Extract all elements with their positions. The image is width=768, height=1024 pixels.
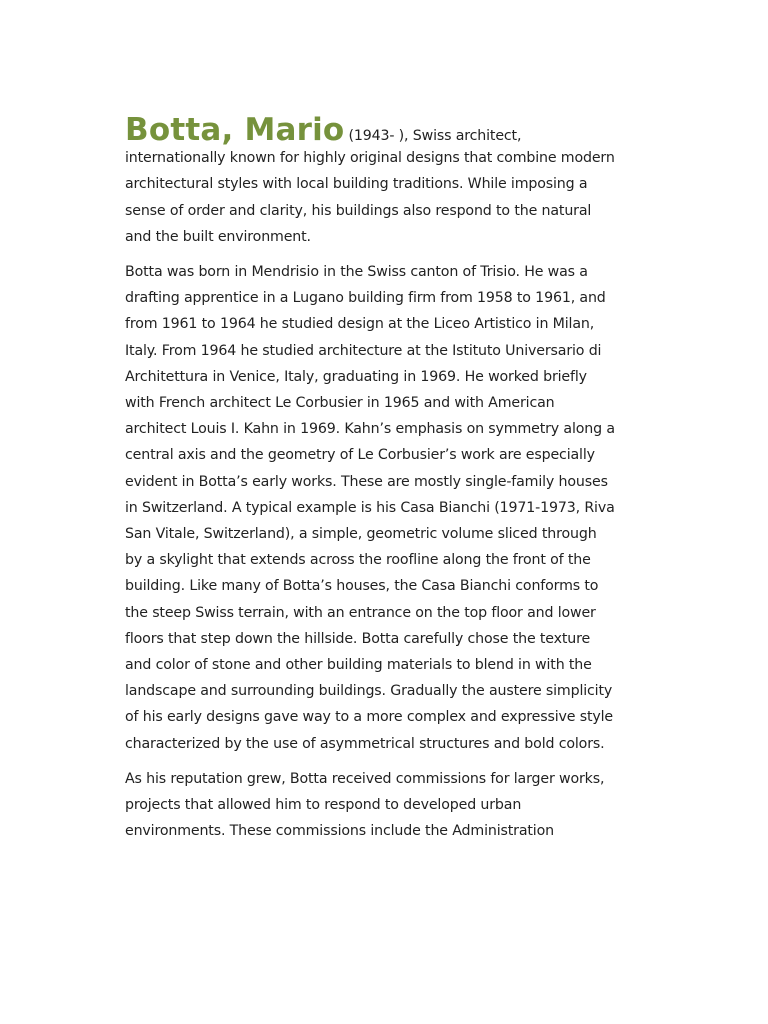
entry-heading-line xyxy=(125,112,615,149)
body-paragraph-1: Botta was born in Mendrisio in the Swiss canton of Trisio. He was a drafting apprentice in a Lugano building firm from 1958 to 1961, and from 1961 to 1964 he studied design at the Liceo Artistico in Milan, Italy. From 1964 he studied architecture at the Istituto Universario di Architettura in Venice, Italy, graduating in 1969. He worked briefly with French architect Le Corbusier in 1965 and with American architect Louis I. Kahn in 1969. Kahn’s emphasis on symmetry along a central axis and the geometry of Le Corbusier’s work are especially evident in Botta’s early works. These are mostly single-family houses in Switzerland. A typical example is his Casa Bianchi (1971-1973, Riva San Vitale, Switzerland), a simple, geometric volume sliced through by a skylight that extends across the roofline along the front of the building. Like many of Botta’s houses, the Casa Bianchi conforms to the steep Swiss terrain, with an entrance on the top floor and lower floors that step down the hillside. Botta carefully chose the texture and color of stone and other building materials to blend in with the landscape and surrounding buildings. Gradually the austere simplicity of his early designs gave way to a more complex and expressive style characterized by the use of asymmetrical structures and bold colors. xyxy=(125,264,615,752)
entry-intro xyxy=(125,112,615,250)
body-paragraph-2: As his reputation grew, Botta received commissions for larger works, projects that allowed him to respond to developed urban environments. These commissions include the Administration xyxy=(125,770,605,840)
document-page xyxy=(125,112,615,853)
entry-dates: (1943- ), Swiss architect, xyxy=(348,128,522,144)
entry-lead-text: internationally known for highly original designs that combine modern architectural styles with local building traditions. While imposing a sense of order and clarity, his buildings also respond to the natural and the built environment. xyxy=(125,150,615,245)
entry-title: Botta, Mario xyxy=(125,112,345,148)
